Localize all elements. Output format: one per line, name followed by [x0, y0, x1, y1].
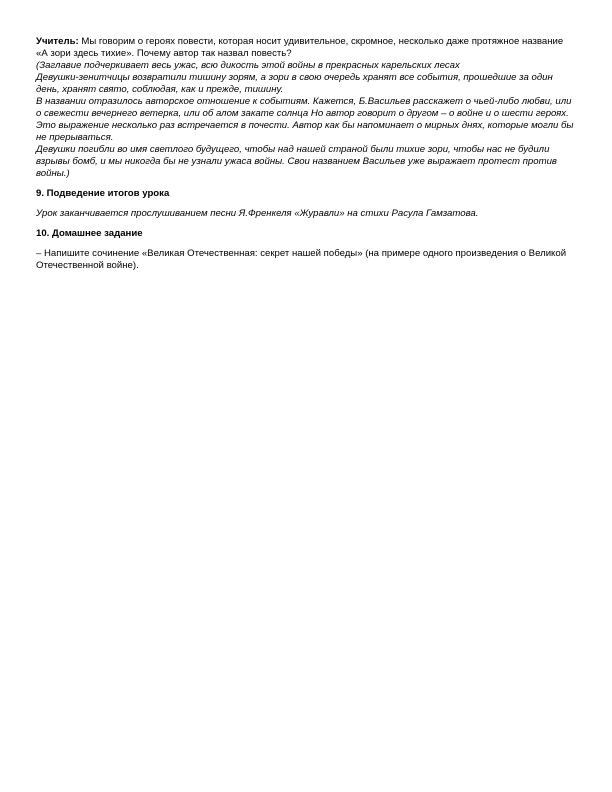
- section-10-heading: 10. Домашнее задание: [36, 228, 143, 239]
- answer-line-1: (Заглавие подчеркивает весь ужас, всю дикость этой войны в прекрасных карельских лесах: [36, 60, 460, 71]
- teacher-label: Учитель:: [36, 36, 79, 47]
- section-10-text: – Напишите сочинение «Великая Отечественная: секрет нашей победы» (на примере одного произведения о Великой Отечественной войне).: [36, 248, 567, 271]
- document-page: [36, 36, 576, 272]
- section-9-text: Урок заканчивается прослушиванием песни Я.Френкеля «Журавли» на стихи Расула Гамзатова.: [36, 208, 479, 219]
- answer-line-4: Девушки погибли во имя светлого будущего, чтобы над нашей страной были тихие зори, чтобы нас не будили взрывы бомб, и мы никогда бы не узнали ужаса войны. Свои названием Васильев уже выражает протест против войны.): [36, 144, 557, 179]
- section-9-heading: 9. Подведение итогов урока: [36, 188, 170, 199]
- answer-block: [36, 60, 576, 180]
- answer-line-2: Девушки-зенитчицы возвратили тишину зорям, а зори в свою очередь хранят все события, прошедшие за один день, хранят свято, соблюдая, как и прежде, тишину.: [36, 72, 553, 95]
- teacher-question: Мы говорим о героях повести, которая носит удивительное, скромное, несколько даже протяжное название «А зори здесь тихие». Почему автор так назвал повесть?: [36, 36, 564, 59]
- teacher-paragraph: [36, 36, 576, 60]
- answer-line-3: В названии отразилось авторское отношение к событиям. Кажется, Б.Васильев расскажет о чьей-либо любви, или о свежести вечернего ветерка, или об алом закате солнца Но автор говорит о другом – о войне и о шести героях. Это выражение несколько раз встречается в почести. Автор как бы напоминает о мирных днях, которые могли бы не прерываться.: [36, 96, 574, 143]
